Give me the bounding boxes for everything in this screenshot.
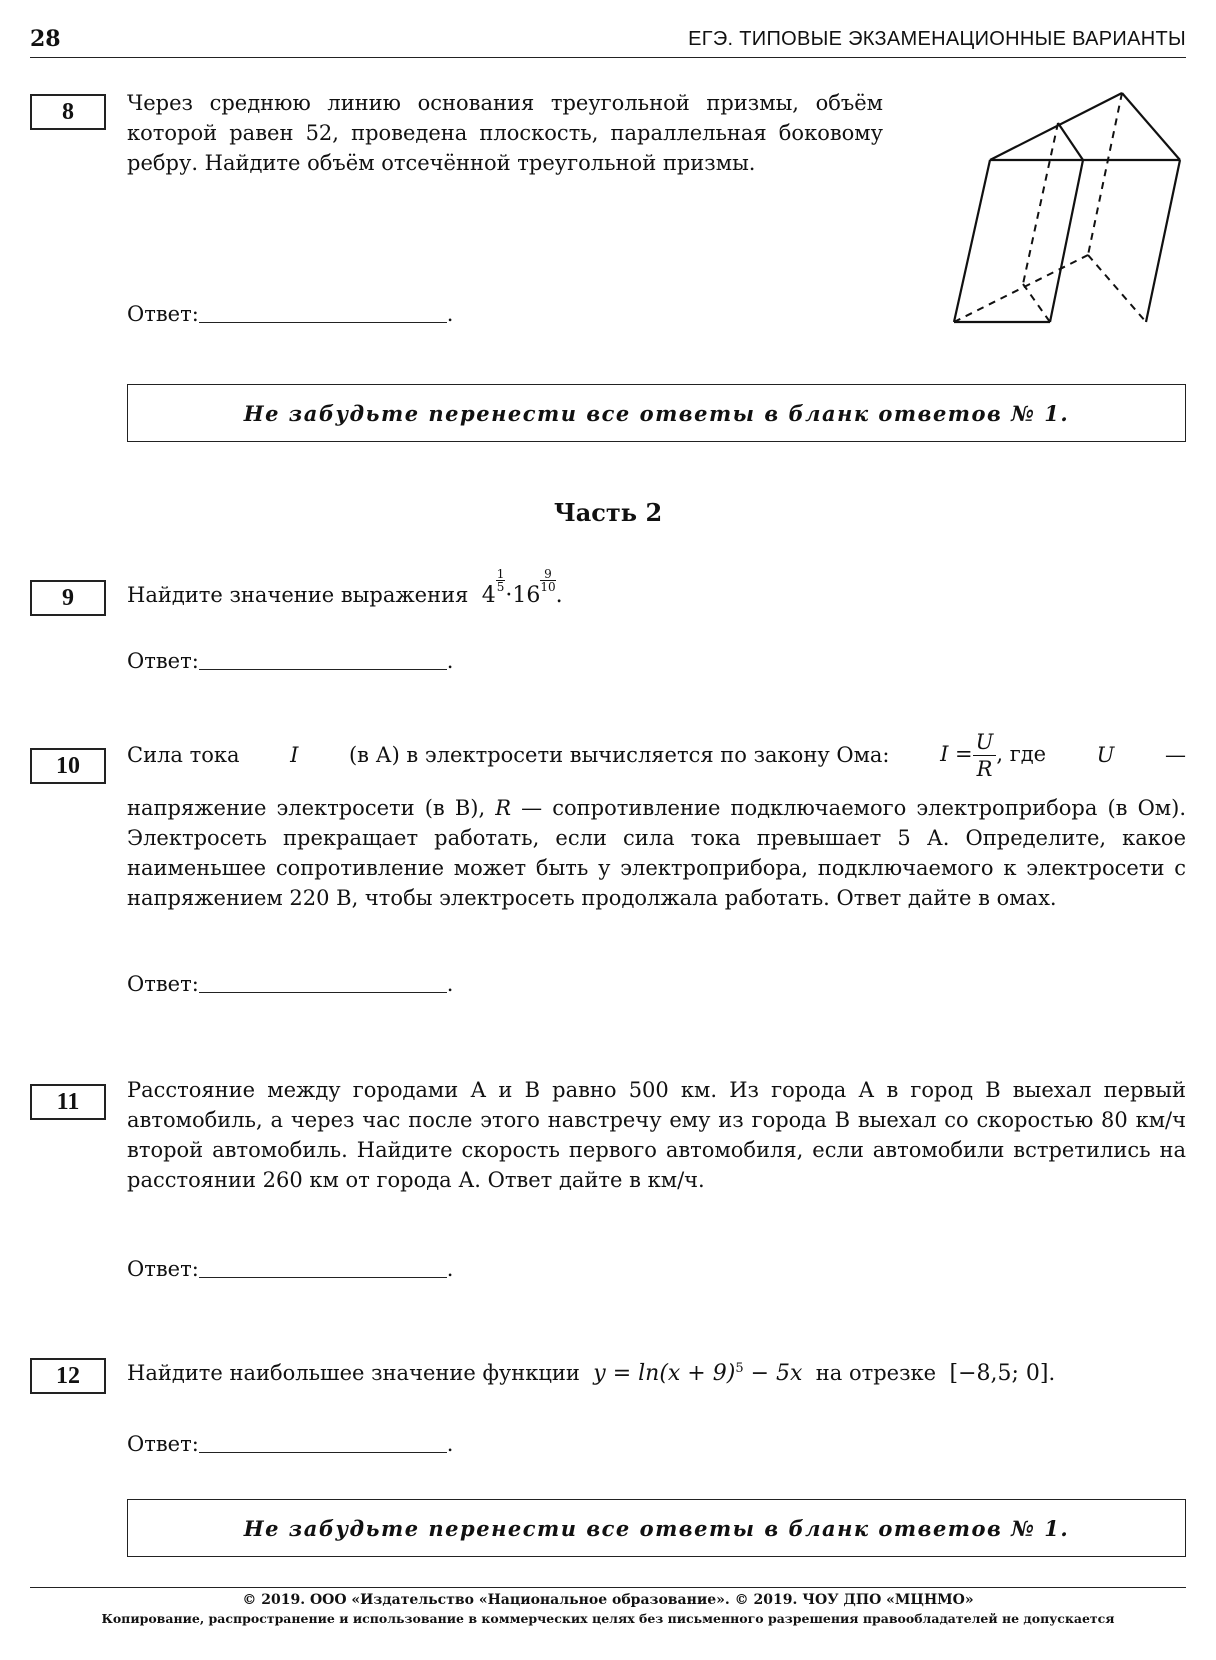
ohm-fraction: $\frac{U}{R}$ [973, 729, 997, 782]
header-title: ЕГЭ. ТИПОВЫЕ ЭКЗАМЕНАЦИОННЫЕ ВАРИАНТЫ [688, 28, 1186, 50]
task-11-number: 11 [30, 1084, 106, 1120]
task-9-answer [127, 649, 453, 673]
prism-hidden-edge [954, 255, 1088, 322]
task-9-expression: 4 $\frac{1}{5}$ ·16 $\frac{9}{10}$ . [481, 567, 563, 608]
task-9-prompt: Найдите значение выражения [127, 582, 469, 607]
task-11-text: Расстояние между городами А и В равно 500 км. Из города А в город В выехал первый автомобиль, а через час после этого навстречу ему из города В выехал со скоростью 80 км/ч второй автомобиль. Найдите скорость первого автомобиля, если автомобили встретились на расстоянии 260 км от города А. Ответ дайте в км/ч. [127, 1078, 1186, 1192]
prism-section-edge [1058, 123, 1083, 160]
task-12-answer [127, 1432, 453, 1456]
answer-field[interactable] [199, 649, 447, 670]
answer-end: . [446, 302, 454, 326]
prism-hidden-edge [1023, 284, 1050, 322]
answer-label: Ответ: [127, 972, 199, 996]
answer-label: Ответ: [127, 1257, 199, 1281]
answer-end: . [446, 649, 454, 673]
answer-label: Ответ: [127, 649, 199, 673]
task-12-text: Найдите наибольшее значение функции $y = \ln(x + 9)^5 - 5x$ на отрезке [−8,5; 0]. [127, 1361, 1056, 1386]
answer-label: Ответ: [127, 1432, 199, 1456]
prism-section-edge [1050, 160, 1083, 322]
task-9-number: 9 [30, 580, 106, 616]
prism-hidden-edge [1023, 123, 1058, 284]
prism-edge [1122, 93, 1180, 160]
answer-field[interactable] [199, 1432, 447, 1453]
task-10-number: 10 [30, 748, 106, 784]
task-12-number: 12 [30, 1358, 106, 1394]
reminder-box: Не забудьте перенести все ответы в бланк ответов № 1. [127, 384, 1186, 442]
task-12-function: y = ln(x + 9) [593, 1361, 736, 1386]
prism-hidden-edge [1088, 255, 1146, 322]
part-2-title: Часть 2 [553, 498, 663, 527]
answer-label: Ответ: [127, 302, 199, 326]
task-8-number: 8 [30, 94, 106, 130]
answer-field[interactable] [199, 972, 447, 993]
page-number: 28 [30, 26, 61, 52]
footer-notice: Копирование, распространение и использование в коммерческих целях без письменного разрешения правообладателей не допускается [101, 1611, 1115, 1626]
prism-edge [990, 93, 1122, 160]
reminder-box: Не забудьте перенести все ответы в бланк ответов № 1. [127, 1499, 1186, 1557]
header-divider [30, 57, 1186, 58]
task-10-first-line: Сила тока I (в А) в электросети вычисляется по закону Ома: I = $\frac{U}{R}$ , где U — [127, 730, 1186, 781]
task-9-text [127, 568, 827, 616]
prism-hidden-edge [1088, 93, 1122, 255]
footer-copyright: © 2019. ООО «Издательство «Национальное образование». © 2019. ЧОУ ДПО «МЦНМО» [242, 1592, 974, 1608]
answer-field[interactable] [199, 302, 447, 323]
task-8-text: Через среднюю линию основания треугольной призмы, объём которой равен 52, проведена плоскость, параллельная боковому ребру. Найдите объём отсечённой треугольной призмы. [127, 91, 883, 175]
footer-divider [30, 1587, 1186, 1588]
prism-edge [1146, 160, 1180, 322]
task-11-answer [127, 1257, 453, 1281]
task-10-text: напряжение электросети (в В), R — сопротивление подключаемого электроприбора (в Ом). Электросеть прекращает работать, если сила тока превышает 5 А. Определите, какое наименьшее сопротивление может быть у электроприбора, подключаемого к электросети с напряжением 220 В, чтобы электросеть продолжала работать. Ответ дайте в омах. [127, 796, 1187, 910]
answer-end: . [446, 1432, 454, 1456]
task-12-interval: [−8,5; 0] [949, 1361, 1049, 1386]
task-10-answer [127, 972, 453, 996]
prism-edge [954, 160, 990, 322]
answer-field[interactable] [199, 1257, 447, 1278]
answer-end: . [446, 1257, 454, 1281]
prism-figure [950, 88, 1190, 328]
task-8-answer [127, 302, 453, 326]
answer-end: . [446, 972, 454, 996]
